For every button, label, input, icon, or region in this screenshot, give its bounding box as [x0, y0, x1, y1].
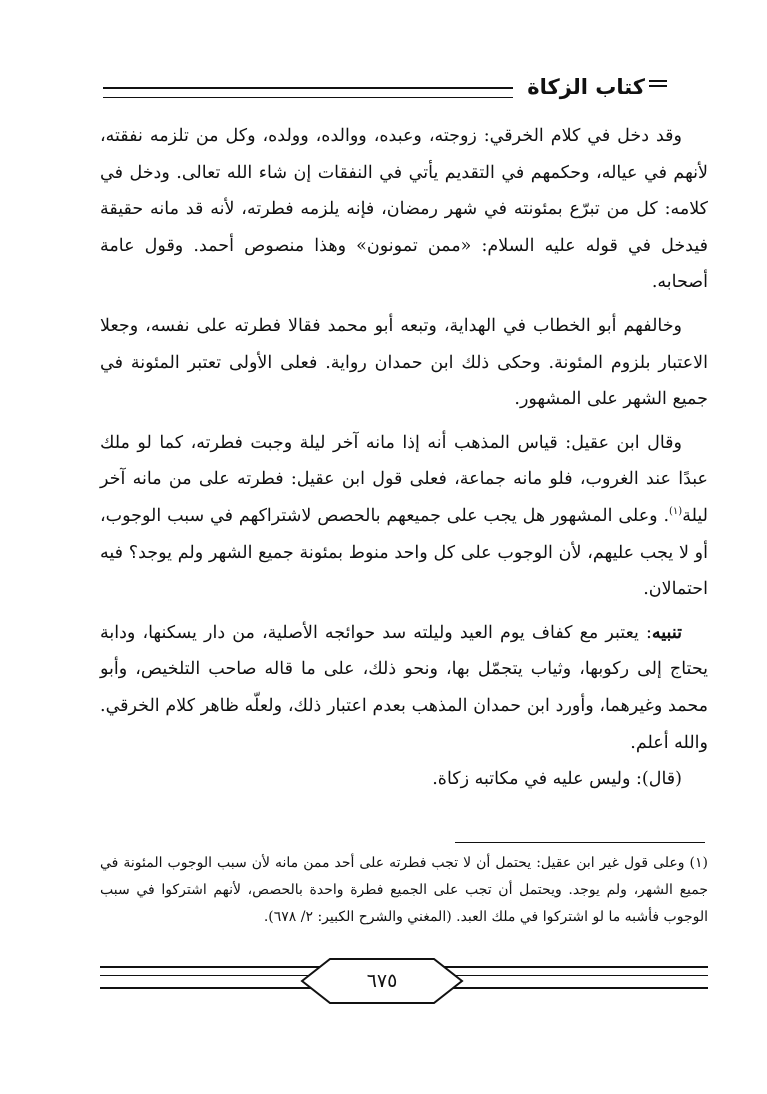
page-number-badge	[300, 957, 464, 1005]
paragraph-1: وقد دخل في كلام الخرقي: زوجته، وعبده، ووالده، وولده، وكل من تلزمه نفقته، لأنهم في عياله، وحكمهم في التقديم يأتي في النفقات إن شاء الله تعالى. ودخل في كلامه: كل من تبرّع بمئونته في شهر رمضان، فإنه يلزمه فطرته، لأنه قد مانه حقيقة فيدخل في قوله عليه السلام: «ممن تمونون» وهذا منصوص أحمد. وقول عامة أصحابه.	[100, 126, 708, 293]
header-ornament	[649, 80, 667, 93]
running-header-title: كتاب الزكاة	[527, 75, 645, 99]
note-text: : يعتبر مع كفاف يوم العيد وليلته سد حوائجه الأصلية، من دار يسكنها، ودابة يحتاج إلى ركوبها، وثياب يتجمّل بها، ونحو ذلك، على ما قاله صاحب التلخيص، وأبو محمد وغيرهما، وأورد ابن حمدان المذهب بعدم اعتبار ذلك، ولعلّه ظاهر كلام الخرقي. والله أعلم.	[100, 622, 708, 753]
paragraph-2: وخالفهم أبو الخطاب في الهداية، وتبعه أبو محمد فقالا فطرته على نفسه، وجعلا الاعتبار بلزوم المئونة. وحكى ذلك ابن حمدان رواية. فعلى الأولى تعتبر المئونة في جميع الشهر على المشهور.	[100, 315, 708, 410]
footnote-reference[interactable]: (١)	[669, 506, 683, 518]
footnote-separator	[455, 842, 705, 843]
paragraph-5: (قال): وليس عليه في مكاتبه زكاة.	[432, 769, 682, 790]
header-rule	[103, 87, 513, 98]
footnote-1: (١) وعلى قول غير ابن عقيل: يحتمل أن لا تجب فطرته على أحد ممن مانه لأن سبب الوجوب المئونة في جميع الشهر، ولم يوجد. ويحتمل أن تجب على الجميع فطرة واحدة بالحصص، لأنهم اشتركوا في سبب الوجوب فأشبه ما لو اشتركوا في ملك العبد. (المغني والشرح الكبير: ٢/ ٦٧٨).	[100, 855, 708, 925]
paragraph-3-part-a: وقال ابن عقيل: قياس المذهب أنه إذا مانه آخر ليلة وجبت فطرته، كما لو ملك عبدًا عند الغروب، فلو مانه جماعة، فعلى قول ابن عقيل: فطرته على من مانه آخر ليلة	[100, 432, 708, 526]
paragraph-3-part-b: . وعلى المشهور هل يجب على جميعهم بالحصص لاشتراكهم في سبب الوجوب، أو لا يجب عليهم، لأن الوجوب على كل واحد منوط بمئونة جميع الشهر ولم يوجد؟ فيه احتمالان.	[100, 505, 708, 600]
paragraph-3	[100, 425, 708, 608]
main-text	[100, 118, 708, 798]
note-label: تنبيه	[651, 622, 682, 643]
paragraph-4	[100, 615, 708, 761]
page-number: ٦٧٥	[366, 970, 398, 992]
